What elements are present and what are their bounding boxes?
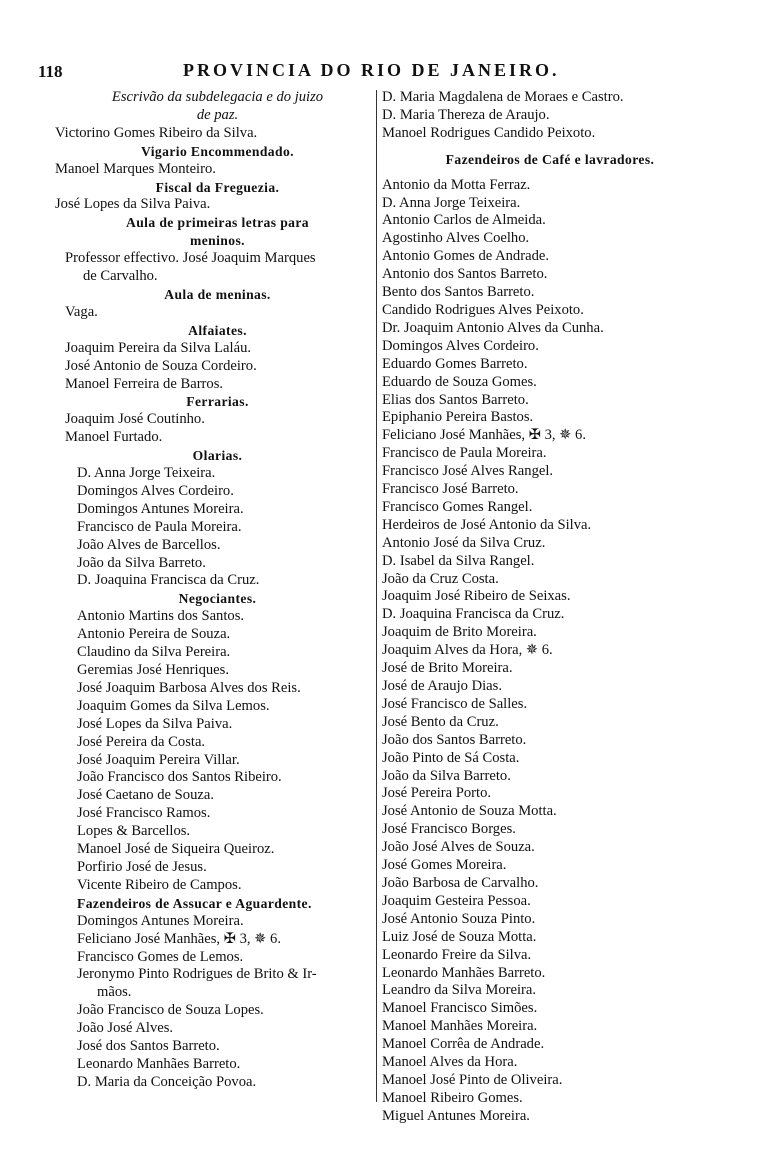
list-item: Domingos Alves Cordeiro.	[77, 482, 234, 499]
list-item: Domingos Antunes Moreira.	[77, 912, 244, 929]
list-item: Joaquim José Coutinho.	[65, 411, 205, 428]
list-item: Eduardo Gomes Barreto.	[382, 355, 528, 372]
list-item: José Gomes Moreira.	[382, 857, 507, 874]
page-header	[38, 60, 738, 86]
list-item: D. Maria da Conceição Povoa.	[77, 1073, 257, 1090]
list-item: José Pereira da Costa.	[77, 733, 206, 750]
list-item: Vicente Ribeiro de Campos.	[77, 876, 242, 893]
list-item: José Antonio de Souza Cordeiro.	[65, 357, 257, 374]
list-item: D. Anna Jorge Teixeira.	[382, 194, 521, 211]
list-item: Joaquim de Brito Moreira.	[382, 624, 537, 641]
section-heading-olarias: Olarias.	[192, 448, 243, 464]
list-item: José de Brito Moreira.	[382, 660, 513, 677]
list-item: Francisco de Paula Moreira.	[77, 518, 242, 535]
list-item: João José Alves.	[77, 1020, 174, 1037]
list-item: Epiphanio Pereira Bastos.	[382, 409, 534, 426]
list-item: Joaquim Pereira da Silva Laláu.	[65, 339, 252, 356]
list-item: Antonio Carlos de Almeida.	[382, 212, 546, 229]
list-item: Manoel Rodrigues Candido Peixoto.	[382, 124, 596, 141]
list-item: José Pereira Porto.	[382, 785, 492, 802]
list-item: Joaquim José Ribeiro de Seixas.	[382, 588, 571, 605]
list-item: José Francisco de Salles.	[382, 695, 528, 712]
list-item: José Joaquim Barbosa Alves dos Reis.	[77, 679, 301, 696]
list-item: Manoel Ribeiro Gomes.	[382, 1089, 523, 1106]
list-item: Leonardo Manhães Barreto.	[77, 1055, 241, 1072]
page-number: 118	[38, 62, 63, 81]
list-item: José Antonio Souza Pinto.	[382, 910, 536, 927]
list-item: Leonardo Freire da Silva.	[382, 946, 532, 963]
section-heading-aula-meninos: Aula de primeiras letras para	[125, 215, 309, 231]
section-heading-negociantes: Negociantes.	[178, 591, 257, 607]
list-item: Joaquim Alves da Hora, ✵ 6.	[382, 642, 553, 659]
list-item: Domingos Alves Cordeiro.	[382, 337, 539, 354]
list-item: Antonio dos Santos Barreto.	[382, 266, 548, 283]
list-item: Dr. Joaquim Antonio Alves da Cunha.	[382, 319, 604, 336]
list-item: Manoel Furtado.	[65, 429, 163, 446]
entry: José Lopes da Silva Paiva.	[55, 196, 211, 213]
section-heading-alfaiates: Alfaiates.	[188, 322, 247, 338]
section-heading-fiscal: Fiscal da Freguezia.	[155, 179, 280, 195]
list-item: D. Maria Magdalena de Moraes e Castro.	[382, 89, 624, 105]
list-item: Francisco Gomes de Lemos.	[77, 948, 244, 965]
list-item: José Caetano de Souza.	[77, 787, 214, 804]
list-item: Antonio Gomes de Andrade.	[382, 248, 549, 265]
list-item: João Alves de Barcellos.	[77, 536, 221, 553]
spacer	[382, 143, 702, 151]
list-item: João José Alves de Souza.	[382, 839, 535, 856]
spacer	[382, 169, 702, 177]
list-item: D. Anna Jorge Teixeira.	[77, 465, 216, 482]
list-item: Antonio da Motta Ferraz.	[382, 176, 531, 193]
section-heading-ferrarias: Ferrarias.	[186, 394, 249, 410]
list-item: Manoel Ferreira de Barros.	[65, 375, 224, 392]
section-heading-cafe: Fazendeiros de Café e lavradores.	[445, 151, 655, 167]
list-item: João da Cruz Costa.	[382, 570, 499, 587]
list-item: João Francisco dos Santos Ribeiro.	[77, 769, 282, 786]
list-item: Francisco Gomes Rangel.	[382, 498, 533, 515]
list-item: João da Silva Barreto.	[382, 767, 511, 784]
list-item: D. Maria Thereza de Araujo.	[382, 106, 550, 123]
list-item: Manoel Corrêa de Andrade.	[382, 1036, 545, 1053]
list-item: Manoel José Pinto de Oliveira.	[382, 1071, 563, 1088]
section-heading-aula-meninos-cont: meninos.	[190, 233, 245, 249]
list-item: Manoel Francisco Simões.	[382, 1000, 538, 1017]
list-item: Antonio Martins dos Santos.	[77, 608, 245, 625]
list-item: João da Silva Barreto.	[77, 554, 206, 571]
entry-continuation: de Carvalho.	[83, 268, 158, 285]
list-item: Herdeiros de José Antonio da Silva.	[382, 516, 592, 533]
entry: Victorino Gomes Ribeiro da Silva.	[55, 124, 258, 141]
section-heading-escrivao-cont: de paz.	[196, 106, 239, 123]
entry: Professor effectivo. José Joaquim Marques	[65, 250, 316, 267]
list-item: Porfirio José de Jesus.	[77, 858, 207, 875]
list-item: D. Joaquina Francisca da Cruz.	[382, 606, 565, 623]
list-item: Agostinho Alves Coelho.	[382, 230, 530, 247]
list-item: Feliciano José Manhães, ✠ 3, ✵ 6.	[77, 930, 282, 947]
list-item: Manoel Manhães Moreira.	[382, 1018, 538, 1035]
list-item: Candido Rodrigues Alves Peixoto.	[382, 301, 584, 318]
entry-continuation: mãos.	[97, 984, 132, 1001]
list-item: José de Araujo Dias.	[382, 678, 502, 694]
list-item: Manoel José de Siqueira Queiroz.	[77, 841, 275, 858]
list-item: João dos Santos Barreto.	[382, 731, 527, 748]
left-column	[55, 89, 380, 1092]
entry: Vaga.	[65, 303, 98, 320]
section-heading-escrivao: Escrivão da subdelegacia e do juizo	[111, 89, 324, 105]
list-item: Jeronymo Pinto Rodrigues de Brito & Ir-	[77, 966, 317, 983]
list-item: Leonardo Manhães Barreto.	[382, 964, 546, 981]
list-item: Manoel Alves da Hora.	[382, 1054, 518, 1071]
list-item: Eduardo de Souza Gomes.	[382, 373, 537, 390]
list-item: Francisco José Barreto.	[382, 481, 519, 498]
right-column	[382, 89, 702, 1126]
list-item: Geremias José Henriques.	[77, 662, 229, 678]
list-item: Feliciano José Manhães, ✠ 3, ✵ 6.	[382, 427, 587, 444]
list-item: Francisco José Alves Rangel.	[382, 463, 554, 480]
list-item: Antonio Pereira de Souza.	[77, 626, 231, 643]
list-item: José dos Santos Barreto.	[77, 1038, 220, 1055]
list-item: João Francisco de Souza Lopes.	[77, 1002, 264, 1019]
list-item: João Barbosa de Carvalho.	[382, 874, 539, 891]
list-item: D. Isabel da Silva Rangel.	[382, 552, 535, 569]
list-item: José Antonio de Souza Motta.	[382, 803, 557, 820]
list-item: Antonio José da Silva Cruz.	[382, 534, 546, 551]
list-item: Bento dos Santos Barreto.	[382, 284, 535, 301]
list-item: José Lopes da Silva Paiva.	[77, 715, 233, 732]
list-item: Francisco de Paula Moreira.	[382, 445, 547, 462]
section-heading-assucar: Fazendeiros de Assucar e Aguardente.	[77, 895, 312, 911]
list-item: Elias dos Santos Barreto.	[382, 391, 529, 408]
entry: Manoel Marques Monteiro.	[55, 160, 216, 177]
list-item: D. Joaquina Francisca da Cruz.	[77, 572, 260, 589]
list-item: José Francisco Ramos.	[77, 805, 211, 822]
section-heading-aula-meninas: Aula de meninas.	[164, 286, 271, 302]
running-title: PROVINCIA DO RIO DE JANEIRO.	[183, 60, 560, 80]
list-item: João Pinto de Sá Costa.	[382, 749, 520, 766]
list-item: José Bento da Cruz.	[382, 713, 499, 730]
list-item: Joaquim Gesteira Pessoa.	[382, 892, 531, 909]
list-item: Claudino da Silva Pereira.	[77, 644, 231, 661]
list-item: José Joaquim Pereira Villar.	[77, 751, 240, 768]
list-item: Joaquim Gomes da Silva Lemos.	[77, 697, 270, 714]
list-item: Luiz José de Souza Motta.	[382, 928, 537, 945]
section-heading-vigario: Vigario Encommendado.	[141, 143, 294, 159]
list-item: Domingos Antunes Moreira.	[77, 500, 244, 517]
list-item: Lopes & Barcellos.	[77, 823, 191, 840]
list-item: José Francisco Borges.	[382, 821, 516, 838]
list-item: Leandro da Silva Moreira.	[382, 982, 536, 999]
list-item: Miguel Antunes Moreira.	[382, 1107, 530, 1124]
